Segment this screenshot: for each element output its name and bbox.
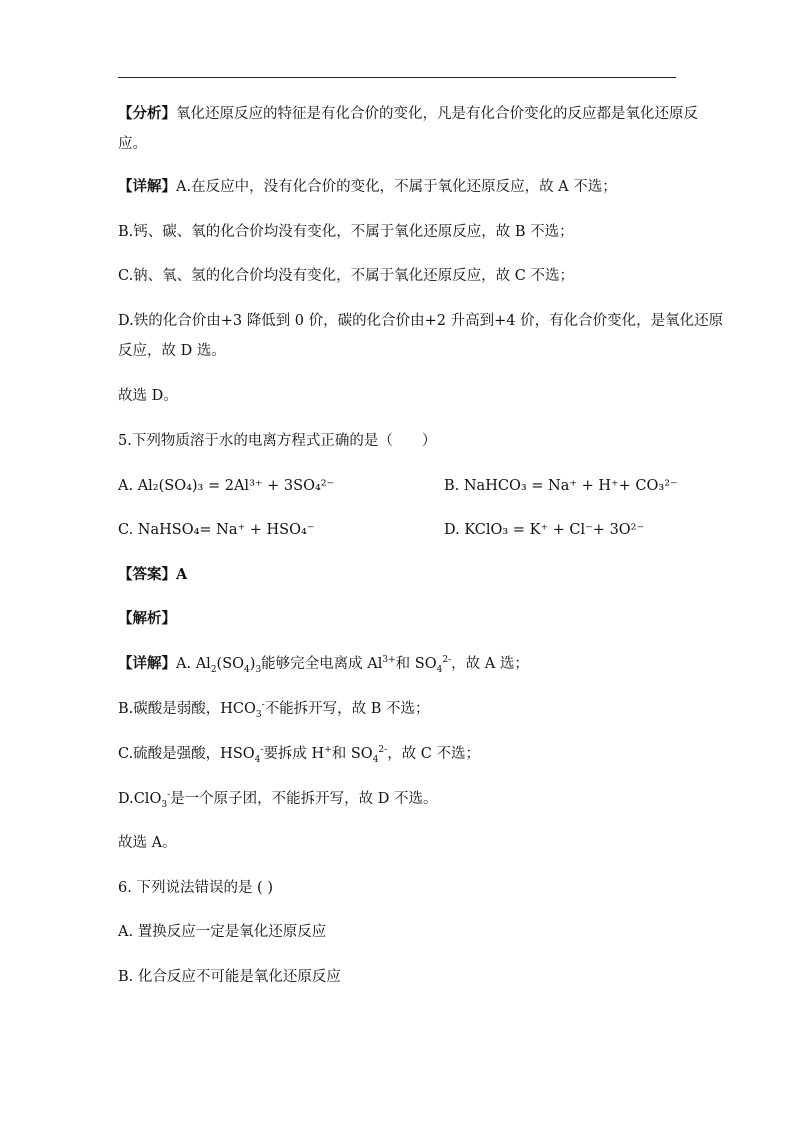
header-rule [118,77,676,78]
d5-c-and: 和 SO [331,746,373,762]
detail-a-line [118,177,617,197]
d5-b-pre: B.碳酸是弱酸，HCO [118,701,256,717]
detail5-a-line: 【详解】A. $Al_2(SO_4)_3$能够完全电离成 $Al^{3+}$和 $SO_4^{2-}$，故 A 选； [118,655,529,675]
answer-line: 【答案】A [118,566,188,583]
d5-a-end: ，故 A 选； [451,656,529,672]
d5-b-end: 不能拆开写，故 B 不选； [264,701,430,717]
detail-d2: 反应，故 D 选。 [118,343,226,359]
option-5b: B. NaHCO₃ = Na⁺ + H⁺+ CO₃²⁻ [444,478,678,494]
detail-d1: D.铁的化合价由+3 降低到 0 价，碳的化合价由+2 升高到+4 价，有化合价变化，是氧化还原 [118,313,724,329]
detail-b: B.钙、碳、氧的化合价均没有变化，不属于氧化还原反应，故 B 不选； [118,224,574,240]
d5-c-end: ，故 C 不选； [387,746,481,762]
analysis-cont: 应。 [118,136,147,152]
option-5c: C. NaHSO₄= Na⁺ + HSO₄⁻ [118,522,315,538]
d5-a-mid: 能够完全电离成 Al [261,656,383,672]
detail-a: A.在反应中，没有化合价的变化，不属于氧化还原反应，故 A 不选； [176,179,617,195]
detail5-label: 【详解】 [118,655,176,672]
d5-a-pre: A. Al [176,656,211,672]
analysis-text: 氧化还原反应的特征是有化合价的变化，凡是有化合价变化的反应都是氧化还原反 [176,106,698,122]
choose-a: 故选 A。 [118,835,177,851]
choose-d: 故选 D。 [118,388,178,404]
d5-c-pre: C.硫酸是强酸，HSO [118,746,255,762]
analysis-line [118,104,698,124]
d5-d-pre: D.ClO [118,791,162,807]
question-5: 5.下列物质溶于水的电离方程式正确的是（ ） [118,433,437,449]
detail-c: C.钠、氧、氢的化合价均没有变化，不属于氧化还原反应，故 C 不选； [118,268,574,284]
jiexi-line: 【解析】 [118,610,176,627]
detail-label: 【详解】 [118,178,176,195]
analysis-label: 【分析】 [118,105,176,122]
d5-a-and: 和 SO [395,656,437,672]
option-5d: D. KClO₃ = K⁺ + Cl⁻+ 3O²⁻ [444,522,645,538]
option-6a: A. 置换反应一定是氧化还原反应 [118,924,327,940]
detail5-d-line: D.ClO$_3$-是一个原子团，不能拆开写，故 D 不选。 [118,790,438,810]
question-6: 6. 下列说法错误的是 ( ) [118,880,273,896]
detail5-c-line: C.硫酸是强酸，$HSO_4^-$要拆成 H+和 $SO_4^{2-}$，故 C 不选； [118,745,481,765]
d5-d-end: 是一个原子团，不能拆开写，故 D 不选。 [170,791,438,807]
option-6b: B. 化合反应不可能是氧化还原反应 [118,969,341,985]
option-5a: A. Al₂(SO₄)₃ = 2Al³⁺ + 3SO₄²⁻ [118,478,335,494]
d5-c-mid: 要拆成 H [263,746,325,762]
detail5-b-line: B.碳酸是弱酸，$HCO_3^-$不能拆开写，故 B 不选； [118,700,430,720]
